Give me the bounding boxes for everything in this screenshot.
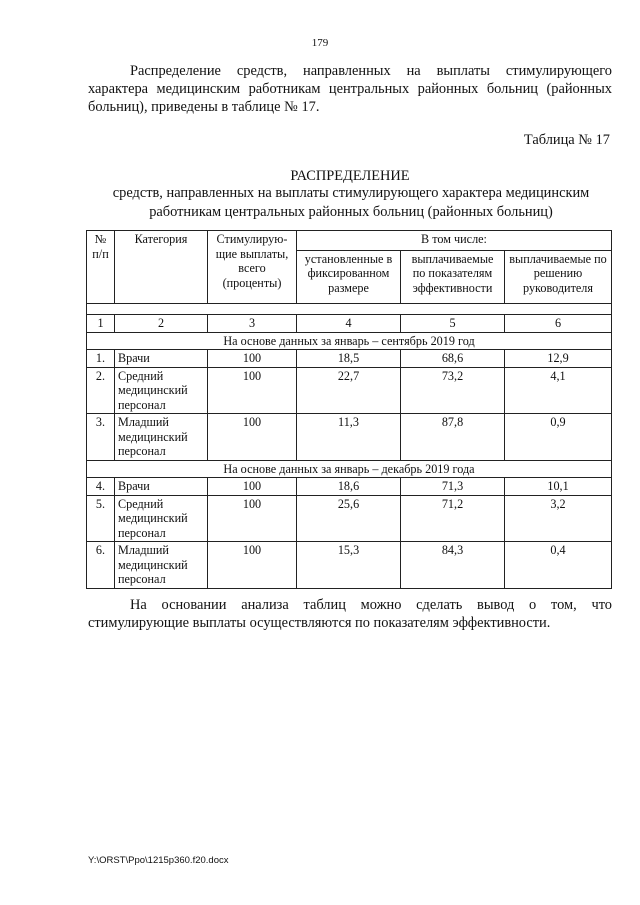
column-number: 6 [505, 315, 612, 333]
row-manager: 0,4 [505, 542, 612, 589]
column-number: 5 [401, 315, 505, 333]
header-category: Категория [115, 231, 208, 304]
row-fixed: 15,3 [297, 542, 401, 589]
row-total: 100 [208, 350, 297, 368]
section-label: На основе данных за январь – декабрь 2019 года [87, 460, 612, 478]
row-total: 100 [208, 495, 297, 542]
row-category: Врачи [115, 350, 208, 368]
row-manager: 10,1 [505, 478, 612, 496]
row-num: 1. [87, 350, 115, 368]
distribution-table [86, 230, 612, 589]
row-efficiency: 71,3 [401, 478, 505, 496]
row-category: Средний медицинский персонал [115, 495, 208, 542]
intro-paragraph-text: Распределение средств, направленных на выплаты стимулирующего характера медицинским работникам центральных районных больниц (районных больниц), приведены в таблице № 17. [88, 63, 612, 115]
row-category: Средний медицинский персонал [115, 367, 208, 414]
table-row [87, 367, 612, 414]
column-number-row [87, 315, 612, 333]
row-fixed: 18,5 [297, 350, 401, 368]
header-fixed: установленные в фиксированном размере [297, 250, 401, 303]
column-number: 1 [87, 315, 115, 333]
header-num: № п/п [87, 231, 115, 304]
table-subtitle: средств, направленных на выплаты стимулирующего характера медицинским работникам центральных районных больниц (районных больниц) [112, 185, 590, 220]
row-fixed: 22,7 [297, 367, 401, 414]
row-total: 100 [208, 414, 297, 461]
table-row [87, 478, 612, 496]
section-header-row [87, 460, 612, 478]
header-total: Стимулирую-щие выплаты, всего (проценты) [208, 231, 297, 304]
row-category: Младший медицинский персонал [115, 542, 208, 589]
section-header-row [87, 332, 612, 350]
row-num: 6. [87, 542, 115, 589]
table-title: РАСПРЕДЕЛЕНИЕ [290, 168, 410, 184]
intro-paragraph [88, 62, 612, 116]
header-including: В том числе: [297, 231, 612, 251]
header-manager: выплачиваемые по решению руководителя [505, 250, 612, 303]
row-efficiency: 73,2 [401, 367, 505, 414]
row-num: 2. [87, 367, 115, 414]
row-efficiency: 71,2 [401, 495, 505, 542]
header-row-1 [87, 231, 612, 251]
row-fixed: 25,6 [297, 495, 401, 542]
row-total: 100 [208, 367, 297, 414]
header-gap-row [87, 304, 612, 315]
row-num: 4. [87, 478, 115, 496]
conclusion-paragraph-text: На основании анализа таблиц можно сделать вывод о том, что стимулирующие выплаты осуществляются по показателям эффективности. [88, 597, 612, 631]
column-number: 2 [115, 315, 208, 333]
table-caption: Таблица № 17 [523, 132, 610, 148]
column-number: 3 [208, 315, 297, 333]
footer-file-path: Y:\ORST\Ppo\1215p360.f20.docx [88, 855, 229, 866]
section-label: На основе данных за январь – сентябрь 2019 год [87, 332, 612, 350]
table-row [87, 414, 612, 461]
row-fixed: 18,6 [297, 478, 401, 496]
row-efficiency: 68,6 [401, 350, 505, 368]
table-row [87, 495, 612, 542]
row-efficiency: 87,8 [401, 414, 505, 461]
row-manager: 12,9 [505, 350, 612, 368]
header-efficiency: выплачиваемые по показателям эффективности [401, 250, 505, 303]
table-row [87, 350, 612, 368]
column-number: 4 [297, 315, 401, 333]
conclusion-paragraph [88, 596, 612, 632]
row-total: 100 [208, 542, 297, 589]
row-manager: 0,9 [505, 414, 612, 461]
row-category: Младший медицинский персонал [115, 414, 208, 461]
row-category: Врачи [115, 478, 208, 496]
row-manager: 4,1 [505, 367, 612, 414]
page-number: 179 [311, 37, 329, 49]
table-row [87, 542, 612, 589]
row-num: 3. [87, 414, 115, 461]
row-total: 100 [208, 478, 297, 496]
row-efficiency: 84,3 [401, 542, 505, 589]
row-num: 5. [87, 495, 115, 542]
row-manager: 3,2 [505, 495, 612, 542]
row-fixed: 11,3 [297, 414, 401, 461]
